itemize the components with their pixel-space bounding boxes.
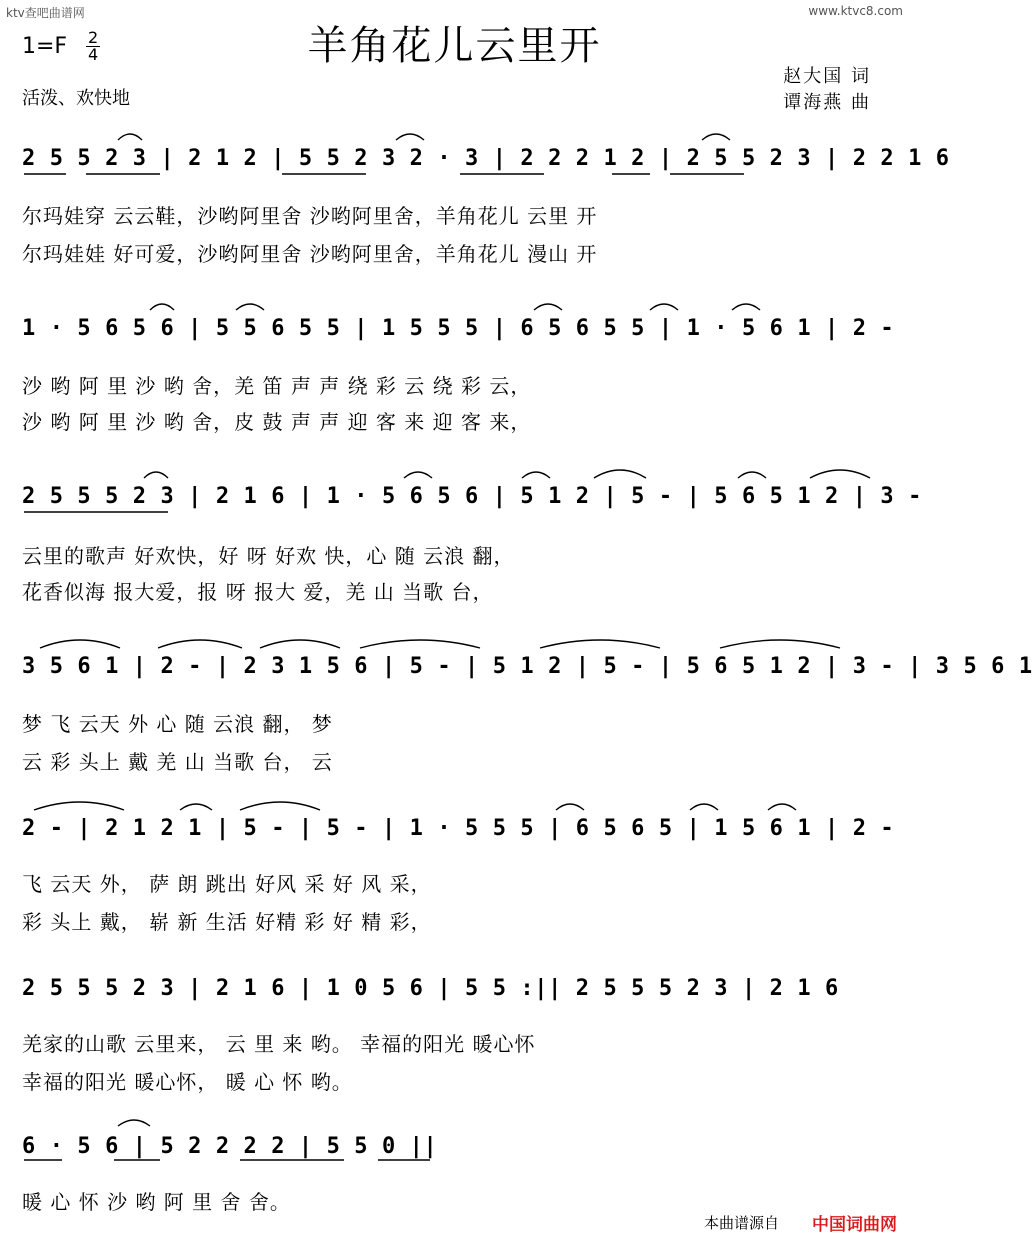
- footer-source-label: 本曲谱源自: [704, 1214, 780, 1232]
- notation-line-4: 3 5 6 1 | 2 - | 2 3 1 5 6 | 5 - | 5 1 2 | 5 - | 5 6 5 1 2 | 3 - | 3 5 6 1: [22, 654, 1033, 679]
- watermark-left: ktv查吧曲谱网: [6, 6, 85, 20]
- notation-line-3: 2 5 5 5 2 3 | 2 1 6 | 1 · 5 6 5 6 | 5 1 2 | 5 - | 5 6 5 1 2 | 3 -: [22, 484, 922, 509]
- lyric-line-4-verse-1: 梦 飞 云天 外 心 随 云浪 翻， 梦: [22, 712, 333, 736]
- lyric-line-1-verse-1: 尔玛娃穿 云云鞋，沙哟阿里舍 沙哟阿里舍，羊角花儿 云里 开: [22, 204, 598, 228]
- lyric-line-5-verse-2: 彩 头上 戴， 崭 新 生活 好精 彩 好 精 彩，: [22, 910, 432, 934]
- lyricist-credit: 赵大国 词: [783, 66, 871, 87]
- key-signature: 1=F: [22, 34, 68, 59]
- notation-line-6: 2 5 5 5 2 3 | 2 1 6 | 1 0 5 6 | 5 5 :|| 2 5 5 5 2 3 | 2 1 6: [22, 976, 839, 1001]
- notation-line-5: 2 - | 2 1 2 1 | 5 - | 5 - | 1 · 5 5 5 | 6 5 6 5 | 1 5 6 1 | 2 -: [22, 816, 895, 841]
- lyric-line-1-verse-2: 尔玛娃娃 好可爱，沙哟阿里舍 沙哟阿里舍，羊角花儿 漫山 开: [22, 242, 598, 266]
- notation-line-1: 2 5 5 2 3 | 2 1 2 | 5 5 2 3 2 · 3 | 2 2 2 1 2 | 2 5 5 2 3 | 2 2 1 6: [22, 146, 950, 171]
- notation-line-2: 1 · 5 6 5 6 | 5 5 6 5 5 | 1 5 5 5 | 6 5 6 5 5 | 1 · 5 6 1 | 2 -: [22, 316, 895, 341]
- song-title: 羊角花儿云里开: [307, 23, 602, 69]
- lyric-line-7-verse-1: 暖 心 怀 沙 哟 阿 里 舍 舍。: [22, 1190, 291, 1214]
- time-signature-bottom: 4: [88, 45, 99, 64]
- composer-credit: 谭海燕 曲: [783, 92, 871, 113]
- lyric-line-6-verse-1: 羌家的山歌 云里来， 云 里 来 哟。 幸福的阳光 暖心怀: [22, 1032, 536, 1056]
- lyric-line-4-verse-2: 云 彩 头上 戴 羌 山 当歌 台， 云: [22, 750, 333, 774]
- lyric-line-3-verse-2: 花香似海 报大爱，报 呀 报大 爱，羌 山 当歌 台，: [22, 580, 494, 604]
- watermark-right: www.ktvc8.com: [808, 4, 903, 18]
- notation-line-7: 6 · 5 6 | 5 2 2 2 2 | 5 5 0 ||: [22, 1134, 438, 1159]
- time-signature: [86, 30, 100, 63]
- lyric-line-2-verse-1: 沙 哟 阿 里 沙 哟 舍，羌 笛 声 声 绕 彩 云 绕 彩 云，: [22, 374, 532, 398]
- lyric-line-5-verse-1: 飞 云天 外， 萨 朗 跳出 好风 采 好 风 采，: [22, 872, 432, 896]
- lyric-line-6-verse-2: 幸福的阳光 暖心怀， 暖 心 怀 哟。: [22, 1070, 353, 1094]
- tempo-marking: 活泼、欢快地: [22, 88, 130, 109]
- time-signature-top: 2: [88, 28, 99, 47]
- lyric-line-3-verse-1: 云里的歌声 好欢快，好 呀 好欢 快，心 随 云浪 翻，: [22, 544, 515, 568]
- footer-site-link[interactable]: 中国词曲网: [812, 1215, 897, 1235]
- lyric-line-2-verse-2: 沙 哟 阿 里 沙 哟 舍，皮 鼓 声 声 迎 客 来 迎 客 来，: [22, 410, 532, 434]
